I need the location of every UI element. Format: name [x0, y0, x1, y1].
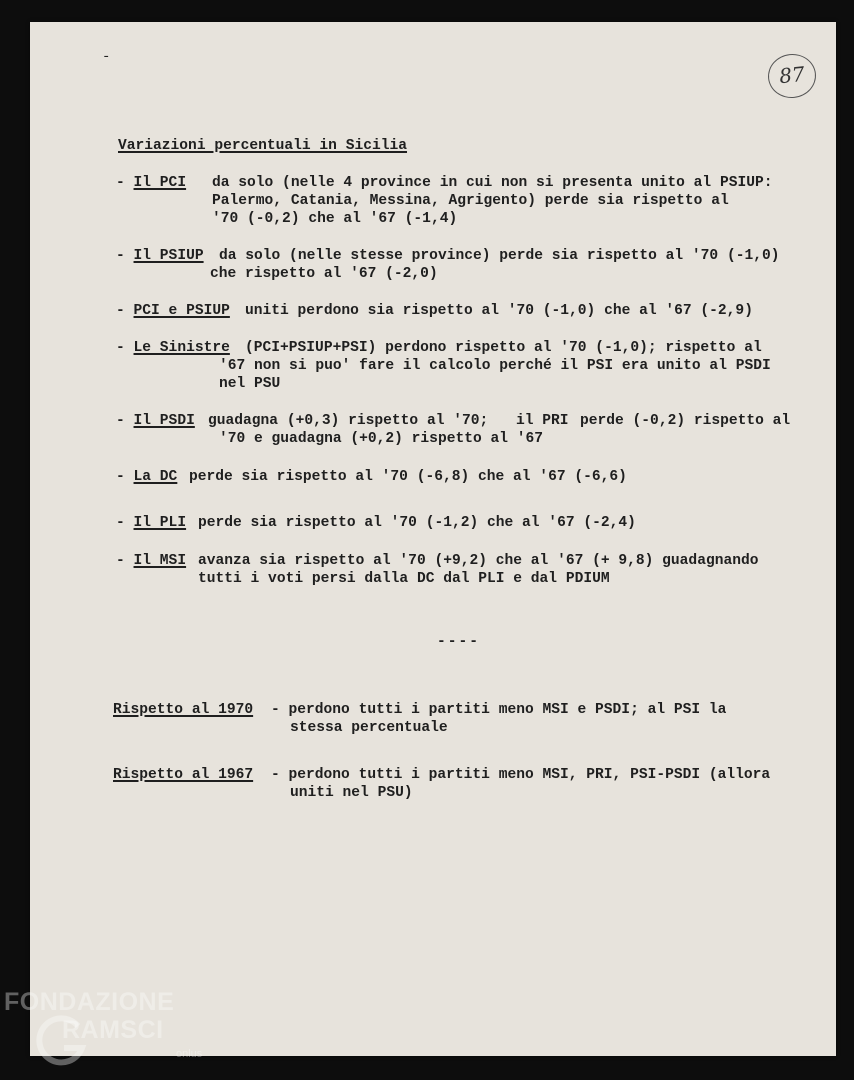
- item-label: Il PLI: [133, 515, 187, 531]
- summary-text-line: - perdono tutti i partiti meno MSI e PSDI; al PSI la: [271, 702, 727, 718]
- summary-label-text: Rispetto al 1970: [113, 702, 254, 718]
- list-item: [116, 468, 177, 486]
- item-label: La DC: [133, 469, 178, 485]
- summary-text-line: stessa percentuale: [290, 720, 448, 736]
- watermark-onlus: onlus: [176, 1048, 203, 1060]
- fondazione-gramsci-watermark: [4, 986, 234, 1076]
- item-label: Il PSIUP: [133, 248, 204, 264]
- item-text-line: uniti perdono sia rispetto al '70 (-1,0) che al '67 (-2,9): [245, 303, 753, 319]
- summary-label: [113, 766, 253, 784]
- summary-text-line: uniti nel PSU): [290, 785, 413, 801]
- stray-mark: -: [102, 49, 111, 65]
- list-item: [116, 247, 204, 265]
- page-number: 87: [766, 52, 818, 101]
- list-item: [116, 412, 195, 430]
- list-item: [116, 552, 186, 570]
- item-label: Il PCI: [133, 175, 187, 191]
- document-title: [118, 137, 407, 155]
- watermark-line1: FONDAZIONE: [4, 988, 175, 1016]
- item-dash: -: [116, 248, 125, 264]
- item-text-line: perde (-0,2) rispetto al: [580, 413, 791, 429]
- item-dash: -: [116, 413, 125, 429]
- item-text-line: che rispetto al '67 (-2,0): [210, 266, 438, 282]
- item-dash: -: [116, 175, 125, 191]
- item-label-secondary: il PRI: [516, 413, 569, 429]
- item-label: Le Sinistre: [133, 340, 230, 356]
- item-text-line: '67 non si puo' fare il calcolo perché il PSI era unito al PSDI: [219, 358, 771, 374]
- item-text-line: da solo (nelle stesse province) perde sia rispetto al '70 (-1,0): [219, 248, 780, 264]
- watermark-line2: RAMSCI: [62, 1016, 164, 1044]
- item-dash: -: [116, 515, 125, 531]
- item-text-line: perde sia rispetto al '70 (-6,8) che al '67 (-6,6): [189, 469, 627, 485]
- item-text-line: (PCI+PSIUP+PSI) perdono rispetto al '70 (-1,0); rispetto al: [245, 340, 762, 356]
- title-text: Variazioni percentuali in Sicilia: [118, 138, 408, 154]
- item-label: PCI e PSIUP: [133, 303, 230, 319]
- item-text-line: '70 (-0,2) che al '67 (-1,4): [212, 211, 458, 227]
- item-text-line: perde sia rispetto al '70 (-1,2) che al '67 (-2,4): [198, 515, 636, 531]
- summary-label: [113, 701, 253, 719]
- list-item: [116, 174, 186, 192]
- list-item: [116, 339, 230, 357]
- summary-text-line: - perdono tutti i partiti meno MSI, PRI, PSI-PSDI (allora: [271, 767, 771, 783]
- item-dash: -: [116, 340, 125, 356]
- item-dash: -: [116, 553, 125, 569]
- item-text-line: guadagna (+0,3) rispetto al '70;: [208, 413, 489, 429]
- item-text-line: nel PSU: [219, 376, 281, 392]
- item-text-line: da solo (nelle 4 province in cui non si presenta unito al PSIUP:: [212, 175, 773, 191]
- summary-label-text: Rispetto al 1967: [113, 767, 254, 783]
- item-label: Il PSDI: [133, 413, 195, 429]
- list-item: [116, 514, 186, 532]
- separator: ----: [437, 634, 481, 650]
- item-label: Il MSI: [133, 553, 187, 569]
- item-dash: -: [116, 469, 125, 485]
- item-sublabel: [516, 412, 569, 430]
- item-text-line: avanza sia rispetto al '70 (+9,2) che al '67 (+ 9,8) guadagnando: [198, 553, 759, 569]
- item-text-line: '70 e guadagna (+0,2) rispetto al '67: [219, 431, 544, 447]
- item-dash: -: [116, 303, 125, 319]
- item-text-line: tutti i voti persi dalla DC dal PLI e dal PDIUM: [198, 571, 610, 587]
- item-text-line: Palermo, Catania, Messina, Agrigento) perde sia rispetto al: [212, 193, 729, 209]
- list-item: [116, 302, 230, 320]
